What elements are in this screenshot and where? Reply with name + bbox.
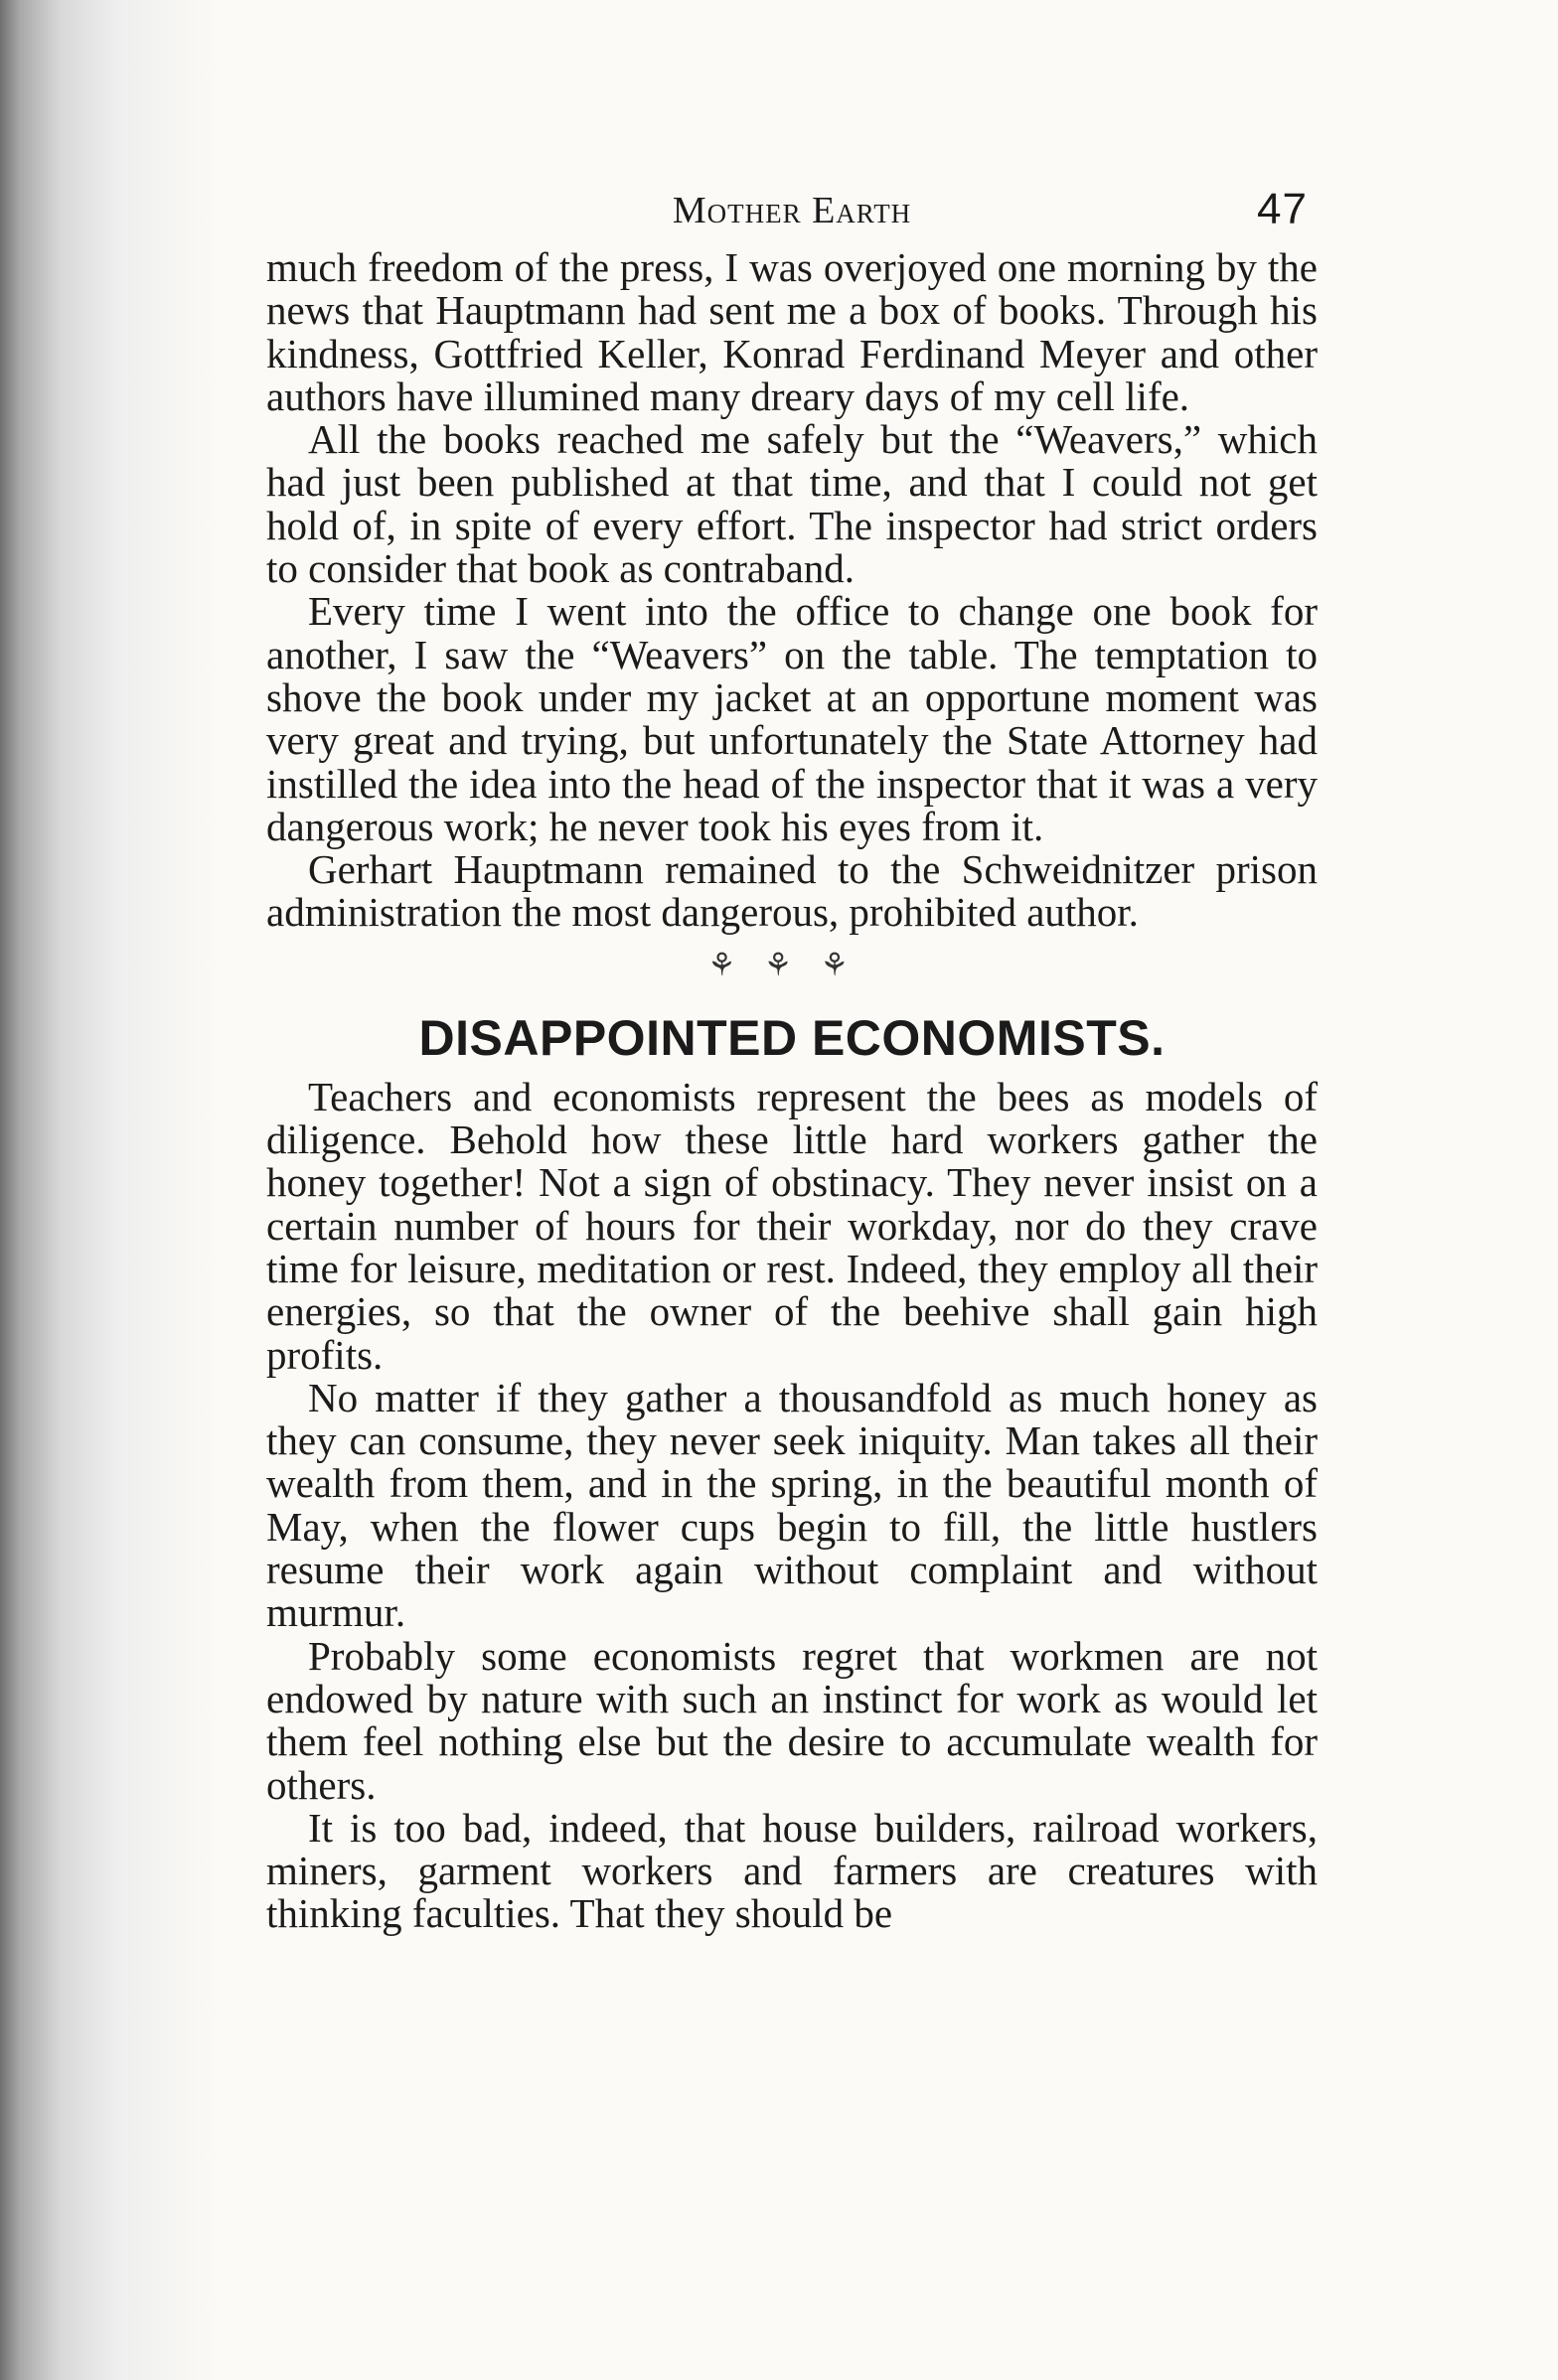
paragraph: All the books reached me safely but the “Weavers,” which had just been published at that time, and that I could not get hold of, in spite of every effort. The inspector had strict orders to consider that book as contraband. [266, 416, 1318, 592]
section-ornament: ⚘⚘⚘ [706, 946, 877, 982]
paragraph: Probably some economists regret that workmen are not endowed by nature with such an instinct for work as would let them feel nothing else but the desire to accumulate wealth for others. [266, 1632, 1318, 1808]
paragraph: much freedom of the press, I was overjoyed one morning by the news that Hauptmann had sent me a box of books. Through his kindness, Gottfried Keller, Konrad Ferdinand Meyer and other authors have illumined many dreary days of my cell life. [266, 244, 1318, 419]
section-heading: DISAPPOINTED ECONOMISTS. [418, 1009, 1166, 1066]
book-page [266, 177, 1318, 1936]
running-header [266, 177, 1318, 246]
running-title: Mother Earth [672, 190, 912, 231]
paragraph: Teachers and economists represent the bees as models of diligence. Behold how these little hard workers gather the honey together! Not a sign of obstinacy. They never insist on a certain number of hours for their workday, nor do they crave time for leisure, meditation or rest. Indeed, they employ all their energies, so that the owner of the beehive shall gain high profits. [266, 1073, 1318, 1378]
paragraph: Gerhart Hauptmann remained to the Schweidnitzer prison administration the most dangerous, prohibited author. [266, 846, 1318, 936]
paragraph: It is too bad, indeed, that house builders, railroad workers, miners, garment workers and farmers are creatures with thinking faculties. That they should be [266, 1804, 1318, 1937]
scan-gutter-shadow [0, 0, 219, 2380]
page-number: 47 [1257, 185, 1308, 233]
paragraph: Every time I went into the office to change one book for another, I saw the “Weavers” on the table. The temptation to shove the book under my jacket at an opportune moment was very great and trying, but unfortunately the State Attorney had instilled the idea into the head of the inspector that it was a very dangerous work; he never took his eyes from it. [266, 588, 1318, 849]
paragraph: No matter if they gather a thousandfold as much honey as they can consume, they never seek iniquity. Man takes all their wealth from them, and in the spring, in the beautiful month of May, when the flower cups begin to fill, the little hustlers resume their work again without complaint and without murmur. [266, 1374, 1318, 1636]
